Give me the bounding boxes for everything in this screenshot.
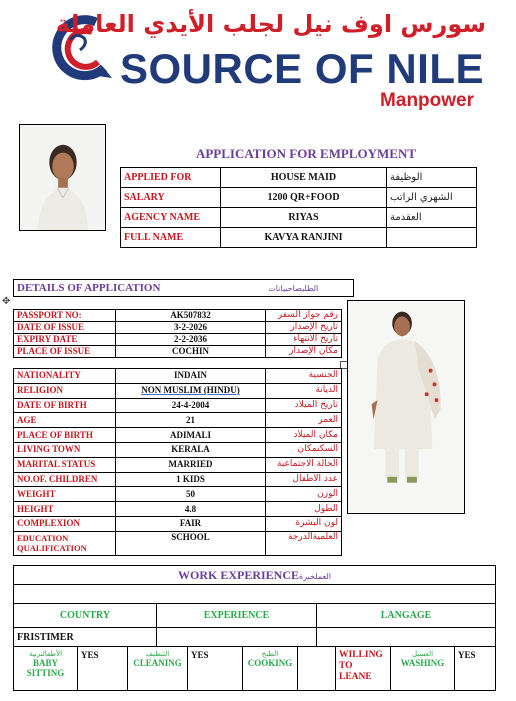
baby-sitting-arabic: الأطفالتربية — [28, 650, 63, 658]
height-arabic: الطول — [266, 502, 342, 517]
experience-value-cell — [157, 628, 317, 647]
work-heading-cell — [14, 566, 496, 585]
nationality-value: INDAIN — [116, 369, 266, 384]
application-row — [121, 228, 477, 248]
willing-to-leave-label: WILLING TO LEANE — [339, 650, 383, 682]
complexion-arabic: لون البشرة — [266, 516, 342, 531]
cleaning-value: YES — [188, 647, 243, 691]
place-of-birth-arabic: مكان الميلاد — [266, 428, 342, 443]
skills-table — [13, 646, 496, 691]
age-arabic: العمر — [266, 413, 342, 428]
experience-column-header: EXPERIENCE — [157, 604, 317, 628]
age-label: AGE — [14, 413, 116, 428]
baby-sitting-skill — [14, 647, 78, 691]
full-name-label: FULL NAME — [121, 228, 221, 248]
cooking-arabic: الطبخ — [261, 650, 279, 658]
table-row — [14, 502, 342, 517]
application-heading: APPLICATION FOR EMPLOYMENT — [195, 146, 417, 161]
weight-value: 50 — [116, 487, 266, 502]
work-spacer-row — [14, 585, 496, 604]
applicant-full-length-photo — [347, 300, 465, 514]
marital-status-value: MARRIED — [116, 457, 266, 472]
language-value-cell — [317, 628, 496, 647]
table-row — [14, 487, 342, 502]
salary-label: SALARY — [121, 188, 221, 208]
applied-for-value: HOUSE MAID — [221, 168, 387, 188]
table-row — [14, 369, 342, 384]
table-row — [14, 322, 342, 334]
work-heading-arabic: العملخبرة — [299, 571, 331, 581]
date-of-issue-label: DATE OF ISSUE — [14, 322, 116, 334]
agency-name-label: AGENCY NAME — [121, 208, 221, 228]
company-name: SOURCE OF NILE — [120, 45, 485, 92]
place-of-issue-label: PLACE OF ISSUE — [14, 346, 116, 358]
cleaning-skill — [128, 647, 188, 691]
willing-to-leave-skill — [336, 647, 391, 691]
applicant-headshot-photo — [19, 124, 106, 231]
living-town-value: KERALA — [116, 442, 266, 457]
salary-value: 1200 QR+FOOD — [221, 188, 387, 208]
table-row — [14, 383, 342, 398]
cooking-value — [298, 647, 336, 691]
cleaning-arabic: التنظيف — [145, 650, 170, 658]
weight-arabic: الوزن — [266, 487, 342, 502]
height-label: HEIGHT — [14, 502, 116, 517]
application-row — [121, 208, 477, 228]
applied-for-arabic: الوظيفة — [387, 168, 477, 188]
date-of-issue-arabic: تاريخ الإصدار — [266, 322, 342, 334]
passport-no-value: AK507832 — [116, 310, 266, 322]
children-value: 1 KIDS — [116, 472, 266, 487]
education-arabic: العلميةالدرجة — [266, 531, 342, 555]
table-row — [14, 398, 342, 413]
nationality-label: NATIONALITY — [14, 369, 116, 384]
cooking-skill — [243, 647, 298, 691]
passport-no-arabic: رقم جواز السفر — [266, 310, 342, 322]
move-handle-icon[interactable]: ✥ — [2, 296, 11, 307]
children-label: NO.OF. CHILDREN — [14, 472, 116, 487]
washing-value: YES — [455, 647, 496, 691]
table-row — [14, 442, 342, 457]
expiry-date-arabic: تاريخ الانتهاء — [266, 334, 342, 346]
nationality-arabic: الجنسية — [266, 369, 342, 384]
baby-sitting-label: BABY SITTING — [26, 658, 65, 678]
age-value: 21 — [116, 413, 266, 428]
place-of-issue-value: COCHIN — [116, 346, 266, 358]
marital-status-arabic: الحالة الاجتماعية — [266, 457, 342, 472]
details-header-table — [13, 279, 354, 297]
place-of-birth-label: PLACE OF BIRTH — [14, 428, 116, 443]
company-subtitle: Manpower — [380, 90, 474, 111]
religion-value: NON MUSLIM (HINDU) — [116, 383, 266, 398]
children-arabic: عدد الاطفال — [266, 472, 342, 487]
passport-table — [13, 309, 342, 358]
details-title: DETAILS OF APPLICATION — [14, 280, 234, 297]
application-row — [121, 168, 477, 188]
table-row — [14, 531, 342, 555]
table-row — [14, 413, 342, 428]
complexion-value: FAIR — [116, 516, 266, 531]
date-of-issue-value: 3-2-2026 — [116, 322, 266, 334]
weight-label: WEIGHT — [14, 487, 116, 502]
complexion-label: COMPLEXION — [14, 516, 116, 531]
table-row — [14, 334, 342, 346]
religion-arabic: الديانة — [266, 383, 342, 398]
place-of-issue-arabic: مكان الإصدار — [266, 346, 342, 358]
salary-arabic: الشهري الراتب — [387, 188, 477, 208]
work-heading: WORK EXPERIENCE — [178, 567, 300, 582]
table-row — [14, 516, 342, 531]
place-of-birth-value: ADIMALI — [116, 428, 266, 443]
table-row — [14, 310, 342, 322]
date-of-birth-value: 24-4-2004 — [116, 398, 266, 413]
details-arabic-title: الطلبصاحبيانات — [234, 280, 354, 297]
table-row — [14, 457, 342, 472]
application-table — [120, 167, 477, 248]
baby-sitting-value: YES — [78, 647, 128, 691]
height-value: 4.8 — [116, 502, 266, 517]
living-town-label: LIVING TOWN — [14, 442, 116, 457]
washing-arabic: الغسيل — [411, 650, 434, 658]
expiry-date-value: 2-2-2036 — [116, 334, 266, 346]
washing-skill — [391, 647, 455, 691]
marital-status-label: MARITAL STATUS — [14, 457, 116, 472]
agency-name-value: RIYAS — [221, 208, 387, 228]
country-column-header: COUNTRY — [14, 604, 157, 628]
cleaning-label: CLEANING — [133, 658, 182, 668]
date-of-birth-arabic: تاريخ الميلاد — [266, 398, 342, 413]
living-town-arabic: السكنمكان — [266, 442, 342, 457]
full-name-value: KAVYA RANJINI — [221, 228, 387, 248]
washing-label: WASHING — [400, 658, 445, 668]
application-row — [121, 188, 477, 208]
work-experience-table — [13, 565, 496, 647]
company-arabic-name: سورس اوف نيل لجلب الأيدي العاملة — [55, 10, 486, 38]
applied-for-label: APPLIED FOR — [121, 168, 221, 188]
personal-details-table — [13, 368, 342, 556]
agency-name-arabic: العقدمة — [387, 208, 477, 228]
date-of-birth-label: DATE OF BIRTH — [14, 398, 116, 413]
religion-label: RELIGION — [14, 383, 116, 398]
table-row — [14, 428, 342, 443]
education-label: EDUCATION QUALIFICATION — [14, 531, 116, 555]
expiry-date-label: EXPIRY DATE — [14, 334, 116, 346]
cooking-label: COOKING — [247, 658, 293, 668]
language-column-header: LANGAGE — [317, 604, 496, 628]
table-row — [14, 472, 342, 487]
first-timer-cell: FRISTIMER — [14, 628, 157, 647]
passport-no-label: PASSPORT NO: — [14, 310, 116, 322]
full-name-arabic — [387, 228, 477, 248]
table-row — [14, 346, 342, 358]
education-value: SCHOOL — [116, 531, 266, 555]
